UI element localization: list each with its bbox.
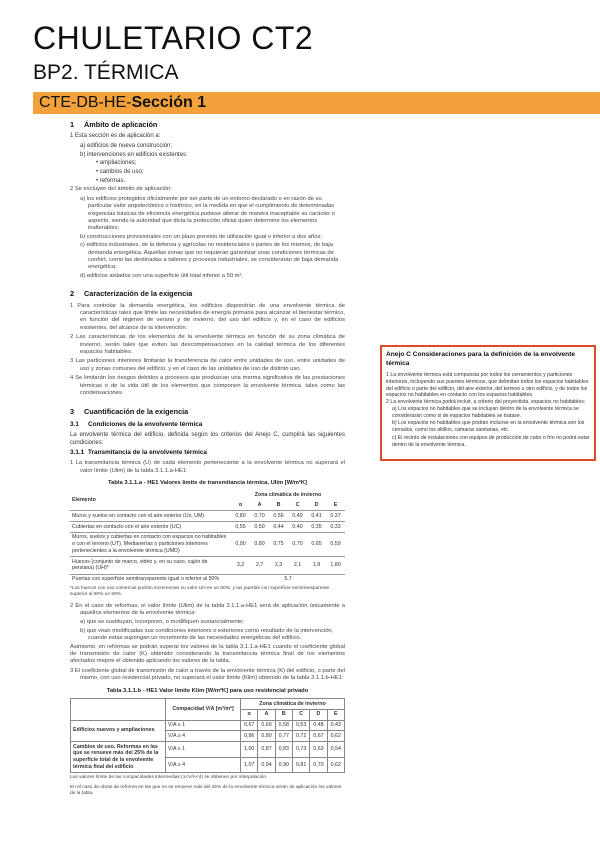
row-label: Puertas con superficie semitransparente igual o inferior al 50% (70, 574, 231, 584)
compactness-cell: V/A ≥ 4 (166, 757, 241, 773)
heading-number: 3.1.1 (70, 449, 85, 457)
paragraph: 3 El coeficiente global de transmisión de calor a través de la envolvente térmica (K) del edificio, o parte del mismo, con uso residencial privado, no superará el valor límite (Klim) obtenido de la tabla 3.1.1.b-HE1: (70, 667, 345, 682)
list-item: c) edificios industriales, de la defensa y agrícolas no residenciales o partes de los mismos, de baja demanda energética. Aquellas zonas que no requieran garantizar unas condiciones térmicas de confort, como las destinadas a talleres y procesos industriales, se considerarán de baja demanda energética; (80, 242, 339, 271)
list-item: b) intervenciones en edificios existentes: (80, 151, 188, 158)
paragraph: 2 Se excluyen del ámbito de aplicación: (70, 186, 172, 193)
table-cell: 0,90 (231, 532, 250, 556)
heading-text: Transmitancia de la envolvente térmica (88, 449, 207, 457)
row-group-label: Cambios de uso. Reformas en las que se renueve más del 25% de la superficie total de la envolvente térmica final del edificio (71, 742, 166, 773)
zone-header: E (327, 709, 344, 720)
compactness-cell: V/A ≥ 4 (166, 731, 241, 742)
section-band-label (39, 94, 206, 112)
column-group-header: Zona climática de invierno (254, 492, 322, 499)
paragraph: La envolvente térmica del edificio, definida según los criterios del Anejo C, cumplirá las siguientes condiciones: (70, 431, 345, 446)
heading-number: 3.1 (70, 420, 79, 428)
compactness-cell: V/A ≤ 1 (166, 720, 241, 731)
zone-header: C (295, 501, 300, 508)
row-group-label: Edificios nuevos y ampliaciones (71, 720, 166, 742)
table-cell: 2,7 (250, 557, 269, 575)
column-group-header: Zona climática de invierno (241, 699, 345, 710)
annex-item: a) Los espacios no habitables que se incluyan dentro de la envolvente térmica se considerarán como si de espacios habitables se tratase. (392, 405, 579, 419)
table-cell: 0,81 (292, 757, 309, 773)
table-row (70, 557, 345, 575)
list-item: b) construcciones provisionales con un plazo previsto de utilización igual o inferior a dos años; (80, 233, 322, 240)
table-cell: 0,62 (327, 757, 344, 773)
list-item: a) los edificios protegidos oficialmente por ser parte de un entorno declarado o en razón de su particular valor arquitectónico o histórico, en la medida en que el cumplimiento de determinadas exigencias básicas de eficiencia energética pudiese alterar de manera inaceptable su carácter o aspecto, siendo la autoridad que dicta la protección oficial quien determine los elementos inalterables; (80, 195, 335, 232)
table-cell: 0,73 (292, 742, 309, 758)
annex-paragraph: 2 La envolvente térmica podrá incluir, a criterio del proyectista, espacios no habitables: (386, 399, 586, 406)
bullet-item: • ampliaciones; (96, 160, 137, 167)
bullet-item: • reformas. (96, 177, 126, 184)
bullet-text: cambios de uso; (99, 169, 144, 176)
zone-header: A (258, 709, 275, 720)
paragraph: 2 En el caso de reformas, el valor límite (Ulim) de la tabla 3.1.1.a-HE1 será de aplicación únicamente a aquellos elementos de la envolvente térmica: (70, 602, 345, 617)
table-cell: 0,55 (231, 522, 250, 533)
paragraph: 1 Esta sección es de aplicación a: (70, 133, 161, 140)
table-cell: 3,2 (231, 557, 250, 575)
table-title: Tabla 3.1.1.a - HE1 Valores límite de transmitancia térmica, Ulim [W/m²K] (108, 480, 307, 487)
table-row (70, 522, 345, 533)
table-cell: 0,75 (269, 532, 288, 556)
annex-c-box (380, 345, 596, 461)
table-row (70, 511, 345, 522)
table-cell: 0,43 (327, 720, 344, 731)
subheading-3-1-1 (70, 449, 345, 457)
table-cell: 1,8 (307, 557, 326, 575)
table-cell: 0,59 (326, 532, 345, 556)
table-cell: 0,44 (269, 522, 288, 533)
zone-header: D (310, 709, 327, 720)
transmitance-table (70, 491, 345, 585)
table-cell: 0,65 (307, 532, 326, 556)
table-cell: 0,94 (258, 757, 275, 773)
table-cell: 0,53 (292, 720, 309, 731)
table-cell: 1,00 (241, 742, 258, 758)
table-cell: 0,87 (258, 742, 275, 758)
paragraph: 1 Para controlar la demanda energética, los edificios dispondrán de una envolvente térmica de características tales que limite las necesidades de energía primaria para alcanzar el bienestar térmico, en función del régimen de verano y de invierno, del uso del edificio y, en el caso de edificios existentes, del alcance de la intervención. (70, 302, 345, 331)
table-cell: 0,70 (288, 532, 307, 556)
annex-item: b) Los espacios no habitables que podrán incluirse en la envolvente térmica son los cerrados, como los altillos, cámaras sanitarias, etc. (392, 420, 585, 434)
table-cell: 0,50 (250, 522, 269, 533)
row-label: Cubiertas en contacto con el aire exterior (UC) (70, 522, 231, 533)
table-cell: 0,58 (275, 720, 292, 731)
table-cell: 0,37 (326, 511, 345, 522)
column-header: Elemento (72, 497, 96, 504)
klim-table (70, 698, 345, 773)
band-bold: Sección 1 (131, 94, 207, 111)
table-cell: 0,62 (327, 731, 344, 742)
column-header: Compacidad V/A [m³/m²] (166, 699, 241, 721)
list-item: d) edificios aislados con una superficie útil total inferior a 50 m². (80, 272, 244, 279)
zone-header: B (276, 501, 281, 508)
row-label: Muros y suelos en contacto con el aire exterior (Us, UM) (70, 511, 231, 522)
table-cell: 0,83 (275, 742, 292, 758)
heading-text: Caracterización de la exigencia (84, 289, 193, 299)
page-title: CHULETARIO CT2 (33, 20, 314, 56)
table-cell: 0,67 (310, 731, 327, 742)
row-label: Huecos (conjunto de marco, vidrio y, en su caso, cajón de persiana) (UH)* (70, 557, 231, 575)
table-cell: 1,80 (326, 557, 345, 575)
annex-paragraph: 1 La envolvente térmica está compuesta por todos los cerramientos y particiones interiores, incluyendo sus puentes térmicos, que delimitan todos los espacios habitables del edificio o parte del edificio, del aire exterior, del terreno u otro edificio, y de todos los espacios no habitables en contacto con los espacios habitables. (386, 372, 589, 399)
table-cell: 0,48 (310, 720, 327, 731)
table-row (71, 720, 345, 731)
table-cell: 0,70 (310, 757, 327, 773)
paragraph: 4 Se limitarán los riesgos debidos a procesos que produzcan una merma significativa de las prestaciones térmicas o de la vida útil de los elementos que componen la envolvente térmica, tales como las condensaciones. (70, 375, 345, 397)
compactness-cell: V/A ≤ 1 (166, 742, 241, 758)
table-note: En el caso de obras de reforma en las que no se renueve más del 25% de la envolvente térmica serán de aplicación los valores de la tabla. (70, 785, 342, 797)
heading-caracterizacion (70, 289, 345, 298)
bullet-text: reformas. (99, 177, 126, 184)
band-prefix: CTE-DB-HE- (39, 94, 132, 111)
heading-number: 3 (70, 407, 75, 417)
zone-header: E (333, 501, 338, 508)
zone-header: α (238, 501, 243, 508)
heading-text: Cuantificación de la exigencia (84, 407, 189, 417)
paragraph: 2 Las características de los elementos de la envolvente térmica en función de su zona climática de invierno, serán tales que eviten las descompensaciones en la calidad térmica de los diferentes espacios habitables. (70, 334, 345, 355)
table-note: Los valores límite de las compacidades intermedias (1<V/A<4) se obtienen por interpolación. (70, 775, 268, 781)
table-cell: 2,3 (269, 557, 288, 575)
table-cell: 0,80 (231, 511, 250, 522)
heading-ambito (70, 120, 345, 129)
bullet-item: • cambios de uso; (96, 169, 144, 176)
subheading-3-1 (70, 421, 345, 429)
heading-text: Condiciones de la envolvente térmica (88, 420, 203, 428)
table-cell: 0,56 (269, 511, 288, 522)
table-title: Tabla 3.1.1.b - HE1 Valor límite Klim [W/m²K] para uso residencial privado (106, 687, 309, 694)
table-cell: 0,60 (258, 720, 275, 731)
table-cell: 0,70 (250, 511, 269, 522)
row-label: Muros, suelos y cubiertas en contacto con espacios no habitables o con el terreno (UT). Medianerías o particiones interiores pertenecientes a la envolvente térmica (UMD) (70, 532, 231, 556)
section-band (33, 92, 600, 114)
document-body (70, 120, 345, 802)
zone-header: C (292, 709, 309, 720)
list-item: a) que se sustituyan, incorporen, o modifiquen sustancialmente; (80, 619, 245, 626)
list-item: b) que vean modificadas sus condiciones interiores o exteriores como resultado de la intervención, cuando estas supongan un incremento de las necesidades energéticas del edificio. (80, 627, 334, 642)
paragraph: 1 La transmitancia térmica (U) de cada elemento perteneciente a la envolvente térmica no superará el valor límite (Ulim) de la tabla 3.1.1.a-HE1: (70, 460, 345, 474)
heading-number: 1 (70, 120, 75, 129)
table-cell: 0,33 (326, 522, 345, 533)
page-subtitle: BP2. TÉRMICA (33, 61, 179, 84)
heading-text: Ámbito de aplicación (84, 120, 158, 129)
zone-header: A (257, 501, 262, 508)
table-cell: 0,63 (310, 742, 327, 758)
table-cell: 0,35 (307, 522, 326, 533)
table-cell: 0,72 (292, 731, 309, 742)
table-note: *Los huecos con uso comercial podrán incrementar su valor UH en un 50%, y las puertas con superficie semitransparente superior al 50% un 50%. (70, 586, 330, 598)
table-cell: 0,54 (327, 742, 344, 758)
annex-title: Anejo C Consideraciones para la definición de la envolvente térmica (386, 351, 576, 367)
table-cell: 0,86 (241, 731, 258, 742)
table-cell: 0,80 (250, 532, 269, 556)
table-cell: 0,90 (275, 757, 292, 773)
table-row (70, 574, 345, 584)
annex-item: c) El recinto de instalaciones con equipos de producción de calor o frío no podrá estar dentro de la envolvente térmica. (392, 434, 590, 448)
table-cell: 2,1 (288, 557, 307, 575)
heading-cuantificacion (70, 407, 345, 416)
table-cell: 0,67 (241, 720, 258, 731)
list-item: a) edificios de nueva construcción; (80, 143, 173, 149)
heading-number: 2 (70, 289, 75, 299)
table-cell: 1,07 (241, 757, 258, 773)
paragraph: Asimismo, en reformas se podrán superar los valores de la tabla 3.1.1.a-HE1 cuando el coeficiente global de transmisión de calor (K) obtenido considerando la transmitancia térmica final de los elementos afectados mejore el obtenido aplicando los valores de la tabla. (70, 643, 345, 665)
zone-header: α (241, 709, 258, 720)
bullet-text: ampliaciones; (99, 160, 137, 167)
table-row (71, 742, 345, 758)
zone-header: D (314, 501, 319, 508)
table-cell: 0,49 (288, 511, 307, 522)
table-cell: 0,40 (288, 522, 307, 533)
table-row (70, 532, 345, 556)
table-cell: 0,41 (307, 511, 326, 522)
table-cell: 5,7 (231, 574, 345, 584)
table-cell: 0,80 (258, 731, 275, 742)
paragraph: 3 Las particiones interiores limitarán la transferencia de calor entre unidades de uso, entre unidades de uso y zonas comunes del edificio, y en el caso de las unidades de uso de distinto uso. (70, 358, 345, 372)
table-cell: 0,77 (275, 731, 292, 742)
zone-header: B (275, 709, 292, 720)
